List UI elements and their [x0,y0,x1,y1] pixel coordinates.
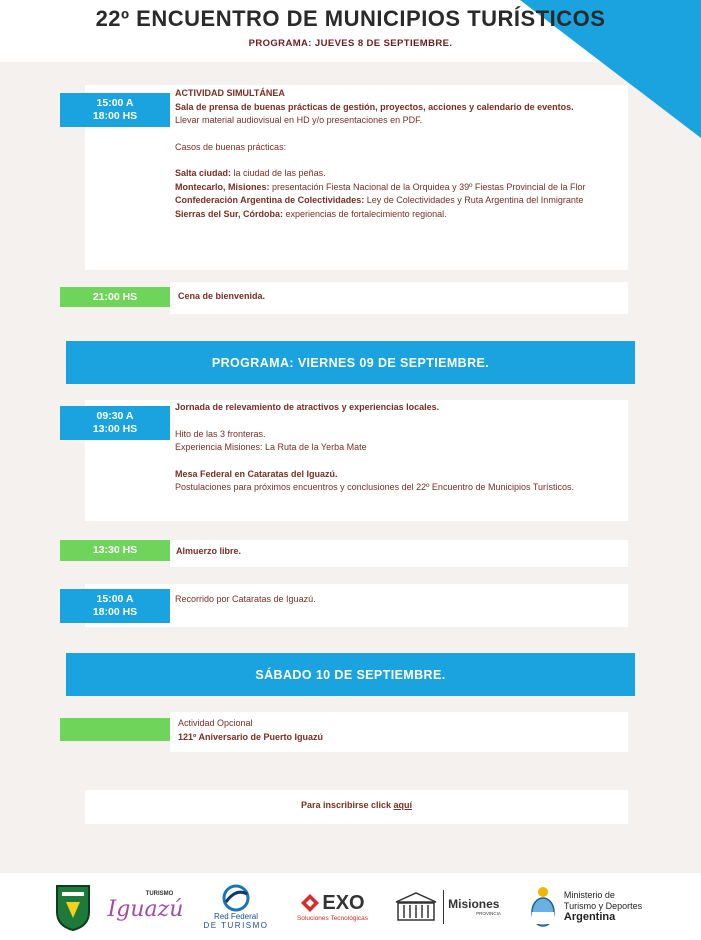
time-badge-friday-3 [60,589,170,623]
time-end: 13:00 HS [92,423,138,435]
footer-logos [0,873,701,940]
activity-heading: ACTIVIDAD SIMULTÁNEA [175,88,285,98]
time-badge-thursday-1 [60,93,170,127]
case-item: Confederación Argentina de Colectividades: Ley de Colectividades y Ruta Argentina del Inmigrante [175,195,584,205]
time-start: 15:00 A [96,97,134,109]
time-badge-friday-2 [60,540,170,561]
activity-line-3: Postulaciones para próximos encuentros y conclusiones del 22º Encuentro de Municipios Turísticos. [175,482,574,492]
activity-heading-2: Mesa Federal en Cataratas del Iguazú. [175,468,338,479]
ministerio-logo: Ministerio de Turismo y Deportes Argentina [515,873,655,940]
case-item: Sierras del Sur, Córdoba: experiencias de fortalecimiento regional. [175,208,447,219]
time-label: 21:00 HS [92,290,138,303]
tour-text: Recorrido por Cataratas de Iguazú. [175,594,316,604]
misiones-logo: Misiones PROVINCIA [388,873,506,940]
shield-crest-icon [50,873,95,940]
activity-heading: Jornada de relevamiento de atractivos y experiencias locales. [175,402,440,412]
register-text-container [85,799,628,813]
time-badge-saturday-1 [60,718,170,741]
time-end: 18:00 HS [92,606,138,618]
thursday-1-content [175,87,610,221]
activity-line-1: Hito de las 3 fronteras. [175,428,266,439]
globe-icon [219,884,253,912]
activity-line-1: Actividad Opcional [178,718,253,728]
case-item: Salta ciudad: la ciudad de las peñas. [175,168,326,178]
friday-1-content [175,401,613,495]
page-subtitle: PROGRAMA: JUEVES 8 DE SEPTIEMBRE. [248,38,453,49]
lunch-text: Almuerzo libre. [176,546,242,556]
time-start: 09:30 A [96,410,134,422]
register-text: Para inscribirse click [300,800,394,810]
section-bar-saturday [66,653,635,696]
activity-line-2: Llevar material audiovisual en HD y/o presentaciones en PDF. [175,115,423,125]
page-title: 22º ENCUENTRO DE MUNICIPIOS TURÍSTICOS [95,6,606,31]
red-federal-logo: Red Federal DE TURISMO [200,873,272,940]
exo-logo: EXO Soluciones Tecnológicas [296,891,369,922]
time-badge-friday-1 [60,406,170,440]
dinner-text: Cena de bienvenida. [178,291,266,301]
activity-line-2: 121º Aniversario de Puerto Iguazú [178,731,323,742]
time-start: 15:00 A [96,593,134,605]
time-end: 18:00 HS [92,110,138,122]
section-bar-friday [66,341,635,384]
time-label: 13:30 HS [92,544,138,556]
exo-mark-icon [300,893,320,913]
cases-heading: Casos de buenas prácticas: [175,141,287,152]
activity-line-1: Sala de prensa de buenas prácticas de gestión, proyectos, acciones y calendario de eventos. [175,101,574,112]
section-title: SÁBADO 10 DE SEPTIEMBRE. [255,667,446,682]
activity-line-2: Experiencia Misiones: La Ruta de la Yerba Mate [175,442,367,452]
section-title: PROGRAMA: VIERNES 09 DE SEPTIEMBRE. [211,355,490,370]
case-item: Montecarlo, Misiones: presentación Fiesta Nacional de la Orquidea y 39º Fiestas Provincial de la Flor [175,181,586,192]
national-coat-of-arms-icon [528,885,558,929]
time-badge-thursday-2 [60,287,170,307]
building-icon [393,890,439,924]
register-link[interactable]: aquí [393,800,413,810]
saturday-1-content [178,717,598,744]
iguazu-logo: TURISMO Iguazú [107,891,184,922]
